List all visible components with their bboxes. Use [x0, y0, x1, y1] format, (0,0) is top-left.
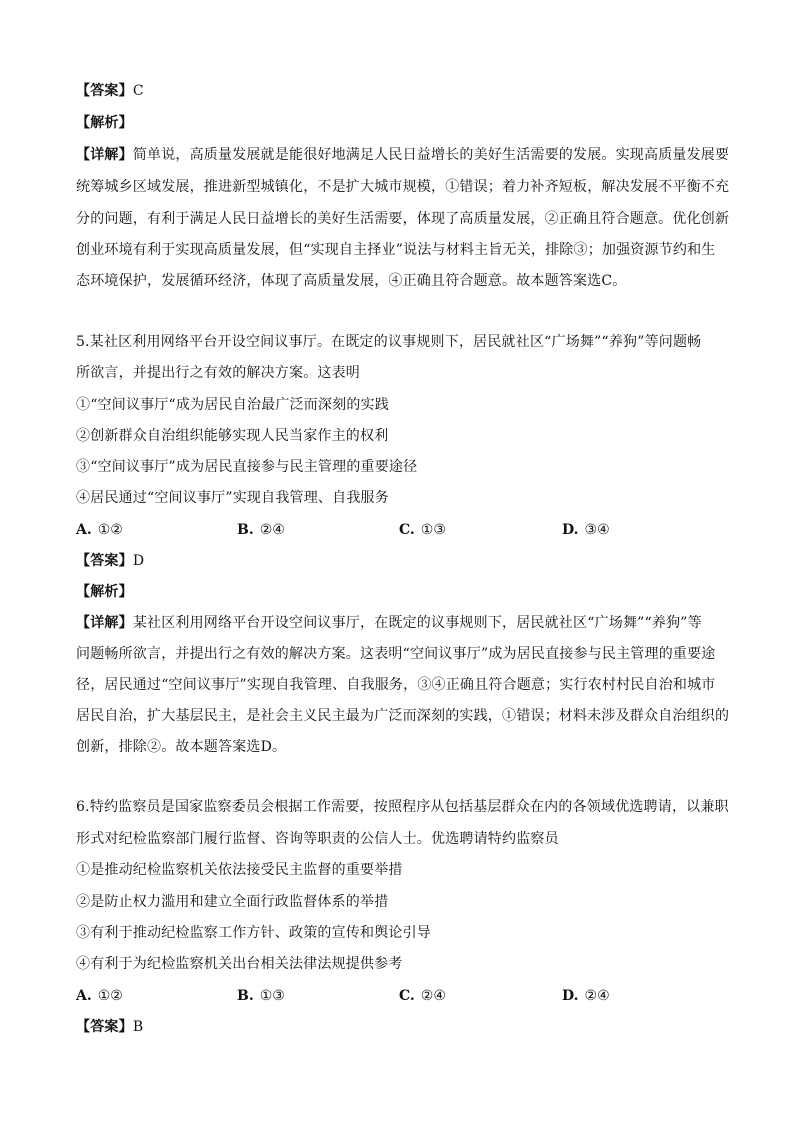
q5-stem-line: 5.某社区利用网络平台开设空间议事厅。在既定的议事规则下，居民就社区“广场舞”“养狗”等问题畅	[76, 334, 702, 350]
q6-stem-line: 形式对纪检监察部门履行监督、咨询等职责的公信人士。优选聘请特约监察员	[76, 831, 559, 847]
q6-statement: ①是推动纪检监察机关依法接受民主监督的重要举措	[76, 862, 403, 878]
detail-label: 【详解】	[76, 615, 133, 631]
analysis-label: 【解析】	[76, 115, 133, 131]
analysis-label: 【解析】	[76, 584, 133, 600]
q5-statement: ③“空间议事厅”成为居民直接参与民主管理的重要途径	[76, 459, 418, 475]
q5-stem-line: 所欲言，并提出行之有效的解决方案。这表明	[76, 365, 360, 381]
detail-text: 简单说，高质量发展就是能很好地满足人民日益增长的美好生活需要的发展。实现高质量发展要	[132, 147, 730, 163]
answer-label: 【答案】	[76, 553, 133, 569]
answer-value: B	[132, 1019, 144, 1035]
q4-analysis-label	[76, 113, 726, 133]
q5-statement: ②创新群众自治组织能够实现人民当家作主的权利	[76, 428, 389, 444]
q5-detail-line: 居民自治，扩大基层民主，是社会主义民主最为广泛而深刻的实践，①错误；材料未涉及群众自治组织的	[76, 708, 730, 724]
q4-detail-line: 分的问题，有利于满足人民日益增长的美好生活需要，体现了高质量发展，②正确且符合题意。优化创新	[76, 211, 730, 227]
q5-answer	[76, 551, 726, 571]
q5-statement: ④居民通过“空间议事厅”实现自我管理、自我服务	[76, 490, 389, 506]
q5-options	[76, 520, 726, 540]
option-b: B. ①③	[237, 988, 285, 1004]
q6-answer	[76, 1017, 726, 1037]
q5-detail-line: 创新，排除②。故本题答案选D。	[76, 739, 287, 755]
answer-value: D	[132, 553, 145, 569]
option-a: A. ①②	[76, 522, 123, 538]
q5-analysis-label	[76, 582, 726, 602]
answer-value: C	[132, 83, 144, 99]
q5-detail-line: 径，居民通过“空间议事厅”实现自我管理、自我服务，③④正确且符合题意；实行农村村民自治和城市	[76, 677, 716, 693]
option-b: B. ②④	[237, 522, 285, 538]
q5-detail-line: 问题畅所欲言，并提出行之有效的解决方案。这表明“空间议事厅”成为居民直接参与民主管理的重要途	[76, 646, 716, 662]
q6-options	[76, 986, 726, 1006]
q4-detail-line: 统筹城乡区域发展，推进新型城镇化，不是扩大城市规模，①错误；着力补齐短板，解决发展不平衡不充	[76, 179, 730, 195]
answer-label: 【答案】	[76, 83, 133, 99]
q4-detail-line	[76, 145, 730, 165]
option-d: D. ③④	[562, 522, 610, 538]
q4-detail-line: 创业环境有利于实现高质量发展，但“实现自主择业”说法与材料主旨无关，排除③；加强资源节约和生	[76, 242, 716, 258]
q4-answer	[76, 81, 726, 101]
detail-text: 某社区利用网络平台开设空间议事厅，在既定的议事规则下，居民就社区“广场舞”“养狗”等	[132, 615, 702, 631]
q5-statement: ①“空间议事厅“成为居民自治最广泛而深刻的实践	[76, 397, 389, 413]
q6-stem-line: 6.特约监察员是国家监察委员会根据工作需要，按照程序从包括基层群众在内的各领域优选聘请，以兼职	[76, 799, 729, 815]
q6-statement: ③有利于推动纪检监察工作方针、政策的宣传和舆论引导	[76, 925, 431, 941]
q5-detail-line	[76, 613, 726, 633]
option-c: C. ②④	[399, 988, 446, 1004]
q6-statement: ②是防止权力滥用和建立全面行政监督体系的举措	[76, 894, 389, 910]
option-d: D. ②④	[562, 988, 610, 1004]
detail-label: 【详解】	[76, 147, 133, 163]
q6-statement: ④有利于为纪检监察机关出台相关法律法规提供参考	[76, 956, 403, 972]
q4-detail-line: 态环境保护，发展循环经济，体现了高质量发展，④正确且符合题意。故本题答案选C。	[76, 273, 627, 289]
option-a: A. ①②	[76, 988, 123, 1004]
option-c: C. ①③	[399, 522, 446, 538]
answer-label: 【答案】	[76, 1019, 133, 1035]
